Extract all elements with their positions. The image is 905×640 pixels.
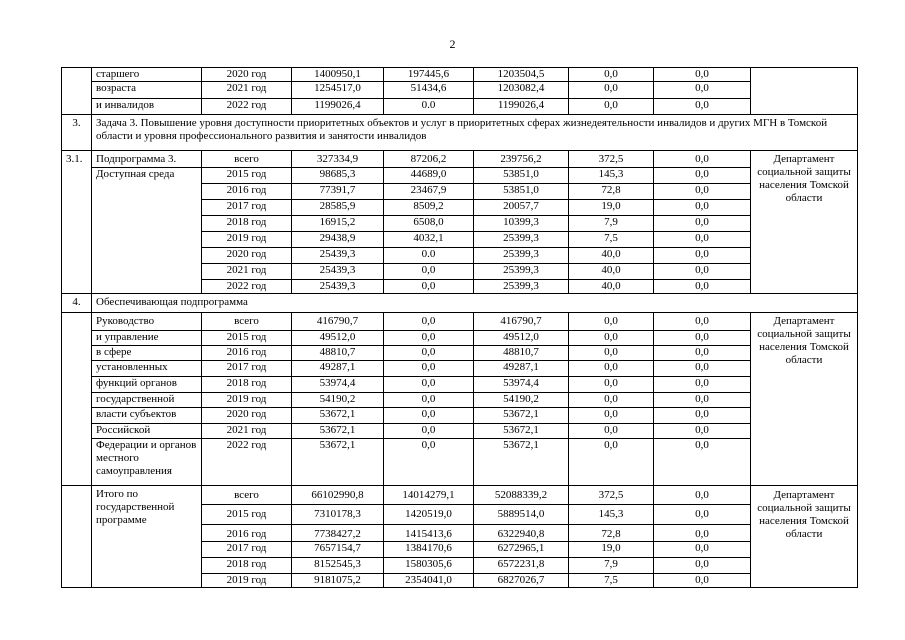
other-cell: 0,0 xyxy=(654,346,751,361)
regional-cell: 6272965,1 xyxy=(474,542,569,558)
other-cell: 0,0 xyxy=(654,184,751,200)
total-cell: 416790,7 xyxy=(292,313,384,331)
local-cell: 0,0 xyxy=(569,99,654,115)
federal-cell: 0,0 xyxy=(384,408,474,424)
local-cell: 19,0 xyxy=(569,542,654,558)
local-cell: 19,0 xyxy=(569,200,654,216)
other-cell: 0,0 xyxy=(654,361,751,377)
local-cell: 0,0 xyxy=(569,82,654,99)
other-cell: 0,0 xyxy=(654,424,751,439)
federal-cell: 197445,6 xyxy=(384,68,474,82)
regional-cell: 48810,7 xyxy=(474,346,569,361)
total-cell: 54190,2 xyxy=(292,393,384,408)
department-cell: Департамент социальной защиты населения Томской области xyxy=(751,486,858,588)
regional-cell: 239756,2 xyxy=(474,151,569,168)
regional-cell: 25399,3 xyxy=(474,232,569,248)
regional-cell: 416790,7 xyxy=(474,313,569,331)
total-cell: 77391,7 xyxy=(292,184,384,200)
other-cell: 0,0 xyxy=(654,82,751,99)
other-cell: 0,0 xyxy=(654,280,751,294)
regional-cell: 1203082,4 xyxy=(474,82,569,99)
regional-cell: 1199026,4 xyxy=(474,99,569,115)
federal-cell: 0,0 xyxy=(384,313,474,331)
other-cell: 0,0 xyxy=(654,313,751,331)
total-cell: 7657154,7 xyxy=(292,542,384,558)
period-cell: 2016 год xyxy=(202,184,292,200)
total-cell: 98685,3 xyxy=(292,168,384,184)
row-label: и управление xyxy=(92,331,202,346)
federal-cell: 44689,0 xyxy=(384,168,474,184)
row-label: государственной xyxy=(92,393,202,408)
period-cell: 2022 год xyxy=(202,439,292,486)
federal-cell: 0,0 xyxy=(384,346,474,361)
other-cell: 0,0 xyxy=(654,558,751,574)
total-cell: 1400950,1 xyxy=(292,68,384,82)
local-cell: 0,0 xyxy=(569,68,654,82)
federal-cell: 4032,1 xyxy=(384,232,474,248)
period-cell: 2022 год xyxy=(202,280,292,294)
period-cell: 2020 год xyxy=(202,248,292,264)
local-cell: 72,8 xyxy=(569,525,654,542)
period-cell: 2020 год xyxy=(202,68,292,82)
period-cell: 2021 год xyxy=(202,264,292,280)
federal-cell: 87206,2 xyxy=(384,151,474,168)
total-cell: 53672,1 xyxy=(292,408,384,424)
local-cell: 372,5 xyxy=(569,151,654,168)
other-cell: 0,0 xyxy=(654,248,751,264)
other-cell: 0,0 xyxy=(654,264,751,280)
row-label: Руководство xyxy=(92,313,202,331)
row-label: возраста xyxy=(92,82,202,99)
period-cell: 2018 год xyxy=(202,377,292,393)
total-cell: 7738427,2 xyxy=(292,525,384,542)
regional-cell: 53672,1 xyxy=(474,439,569,486)
regional-cell: 6827026,7 xyxy=(474,574,569,588)
local-cell: 7,5 xyxy=(569,232,654,248)
federal-cell: 0,0 xyxy=(384,377,474,393)
row-number xyxy=(62,313,92,486)
total-cell: 16915,2 xyxy=(292,216,384,232)
period-cell: всего xyxy=(202,151,292,168)
federal-cell: 0,0 xyxy=(384,264,474,280)
total-cell: 9181075,2 xyxy=(292,574,384,588)
regional-cell: 25399,3 xyxy=(474,248,569,264)
local-cell: 0,0 xyxy=(569,377,654,393)
other-cell: 0,0 xyxy=(654,151,751,168)
period-cell: 2017 год xyxy=(202,361,292,377)
federal-cell: 51434,6 xyxy=(384,82,474,99)
other-cell: 0,0 xyxy=(654,232,751,248)
total-cell: 327334,9 xyxy=(292,151,384,168)
regional-cell: 49287,1 xyxy=(474,361,569,377)
row-label: Подпрограмма 3. xyxy=(92,151,202,168)
local-cell: 72,8 xyxy=(569,184,654,200)
other-cell: 0,0 xyxy=(654,168,751,184)
row-label: и инвалидов xyxy=(92,99,202,115)
total-cell: 28585,9 xyxy=(292,200,384,216)
federal-cell: 8509,2 xyxy=(384,200,474,216)
row-label: Федерации и органов местного самоуправления xyxy=(92,439,202,486)
period-cell: 2022 год xyxy=(202,99,292,115)
local-cell: 0,0 xyxy=(569,439,654,486)
federal-cell: 2354041,0 xyxy=(384,574,474,588)
regional-cell: 52088339,2 xyxy=(474,486,569,505)
row-label: функций органов xyxy=(92,377,202,393)
other-cell: 0,0 xyxy=(654,99,751,115)
federal-cell: 1415413,6 xyxy=(384,525,474,542)
local-cell: 0,0 xyxy=(569,393,654,408)
regional-cell: 53974,4 xyxy=(474,377,569,393)
total-cell: 1199026,4 xyxy=(292,99,384,115)
regional-cell: 1203504,5 xyxy=(474,68,569,82)
regional-cell: 10399,3 xyxy=(474,216,569,232)
local-cell: 145,3 xyxy=(569,505,654,525)
other-cell: 0,0 xyxy=(654,393,751,408)
period-cell: 2016 год xyxy=(202,525,292,542)
section-number: 3. xyxy=(62,115,92,151)
local-cell: 0,0 xyxy=(569,361,654,377)
row-label: старшего xyxy=(92,68,202,82)
total-cell: 25439,3 xyxy=(292,280,384,294)
regional-cell: 25399,3 xyxy=(474,264,569,280)
department-cell: Департамент социальной защиты населения Томской области xyxy=(751,151,858,294)
row-label: установленных xyxy=(92,361,202,377)
section-title: Обеспечивающая подпрограмма xyxy=(92,294,858,313)
local-cell: 40,0 xyxy=(569,264,654,280)
total-cell: 49287,1 xyxy=(292,361,384,377)
total-cell: 1254517,0 xyxy=(292,82,384,99)
local-cell: 145,3 xyxy=(569,168,654,184)
local-cell: 40,0 xyxy=(569,248,654,264)
period-cell: 2015 год xyxy=(202,505,292,525)
other-cell: 0,0 xyxy=(654,408,751,424)
regional-cell: 53851,0 xyxy=(474,184,569,200)
total-cell: 25439,3 xyxy=(292,264,384,280)
regional-cell: 20057,7 xyxy=(474,200,569,216)
federal-cell: 1420519,0 xyxy=(384,505,474,525)
section-number: 4. xyxy=(62,294,92,313)
federal-cell: 0.0 xyxy=(384,248,474,264)
federal-cell: 0,0 xyxy=(384,424,474,439)
local-cell: 0,0 xyxy=(569,424,654,439)
federal-cell: 6508,0 xyxy=(384,216,474,232)
local-cell: 0,0 xyxy=(569,346,654,361)
local-cell: 0,0 xyxy=(569,313,654,331)
department-cell xyxy=(751,68,858,115)
row-number xyxy=(62,68,92,115)
other-cell: 0,0 xyxy=(654,216,751,232)
federal-cell: 0.0 xyxy=(384,99,474,115)
period-cell: 2021 год xyxy=(202,424,292,439)
period-cell: 2019 год xyxy=(202,574,292,588)
federal-cell: 0,0 xyxy=(384,439,474,486)
other-cell: 0,0 xyxy=(654,331,751,346)
period-cell: 2015 год xyxy=(202,168,292,184)
period-cell: 2018 год xyxy=(202,216,292,232)
other-cell: 0,0 xyxy=(654,505,751,525)
other-cell: 0,0 xyxy=(654,574,751,588)
period-cell: 2017 год xyxy=(202,200,292,216)
regional-cell: 53672,1 xyxy=(474,424,569,439)
federal-cell: 0,0 xyxy=(384,331,474,346)
federal-cell: 0,0 xyxy=(384,361,474,377)
local-cell: 40,0 xyxy=(569,280,654,294)
federal-cell: 0,0 xyxy=(384,393,474,408)
row-label: Итого по государственной программе xyxy=(92,486,202,588)
row-number: 3.1. xyxy=(62,151,92,294)
total-cell: 53672,1 xyxy=(292,424,384,439)
other-cell: 0,0 xyxy=(654,439,751,486)
period-cell: 2017 год xyxy=(202,542,292,558)
total-cell: 7310178,3 xyxy=(292,505,384,525)
regional-cell: 25399,3 xyxy=(474,280,569,294)
department-cell: Департамент социальной защиты населения Томской области xyxy=(751,313,858,486)
regional-cell: 53672,1 xyxy=(474,408,569,424)
local-cell: 7,9 xyxy=(569,558,654,574)
local-cell: 0,0 xyxy=(569,331,654,346)
regional-cell: 54190,2 xyxy=(474,393,569,408)
local-cell: 372,5 xyxy=(569,486,654,505)
period-cell: всего xyxy=(202,313,292,331)
local-cell: 7,5 xyxy=(569,574,654,588)
total-cell: 49512,0 xyxy=(292,331,384,346)
regional-cell: 6322940,8 xyxy=(474,525,569,542)
total-cell: 8152545,3 xyxy=(292,558,384,574)
row-label: Российской xyxy=(92,424,202,439)
local-cell: 0,0 xyxy=(569,408,654,424)
period-cell: 2020 год xyxy=(202,408,292,424)
row-label: в сфере xyxy=(92,346,202,361)
period-cell: 2021 год xyxy=(202,82,292,99)
local-cell: 7,9 xyxy=(569,216,654,232)
page-number: 2 xyxy=(449,37,456,51)
section-title: Задача 3. Повышение уровня доступности приоритетных объектов и услуг в приоритетных сферах жизнедеятельности инвалидов и других МГН в Томской области и уровня профессионального развития и занятости инвалидов xyxy=(92,115,858,151)
regional-cell: 6572231,8 xyxy=(474,558,569,574)
regional-cell: 53851,0 xyxy=(474,168,569,184)
period-cell: 2018 год xyxy=(202,558,292,574)
budget-table xyxy=(61,67,858,588)
row-label: Доступная среда xyxy=(92,168,202,294)
other-cell: 0,0 xyxy=(654,542,751,558)
federal-cell: 1580305,6 xyxy=(384,558,474,574)
total-cell: 29438,9 xyxy=(292,232,384,248)
other-cell: 0,0 xyxy=(654,377,751,393)
other-cell: 0,0 xyxy=(654,200,751,216)
row-label: власти субъектов xyxy=(92,408,202,424)
total-cell: 53672,1 xyxy=(292,439,384,486)
total-cell: 53974,4 xyxy=(292,377,384,393)
federal-cell: 1384170,6 xyxy=(384,542,474,558)
federal-cell: 23467,9 xyxy=(384,184,474,200)
period-cell: 2015 год xyxy=(202,331,292,346)
other-cell: 0,0 xyxy=(654,486,751,505)
other-cell: 0,0 xyxy=(654,68,751,82)
period-cell: 2016 год xyxy=(202,346,292,361)
period-cell: всего xyxy=(202,486,292,505)
period-cell: 2019 год xyxy=(202,393,292,408)
federal-cell: 0,0 xyxy=(384,280,474,294)
row-number xyxy=(62,486,92,588)
total-cell: 48810,7 xyxy=(292,346,384,361)
other-cell: 0,0 xyxy=(654,525,751,542)
period-cell: 2019 год xyxy=(202,232,292,248)
federal-cell: 14014279,1 xyxy=(384,486,474,505)
total-cell: 66102990,8 xyxy=(292,486,384,505)
total-cell: 25439,3 xyxy=(292,248,384,264)
regional-cell: 49512,0 xyxy=(474,331,569,346)
regional-cell: 5889514,0 xyxy=(474,505,569,525)
